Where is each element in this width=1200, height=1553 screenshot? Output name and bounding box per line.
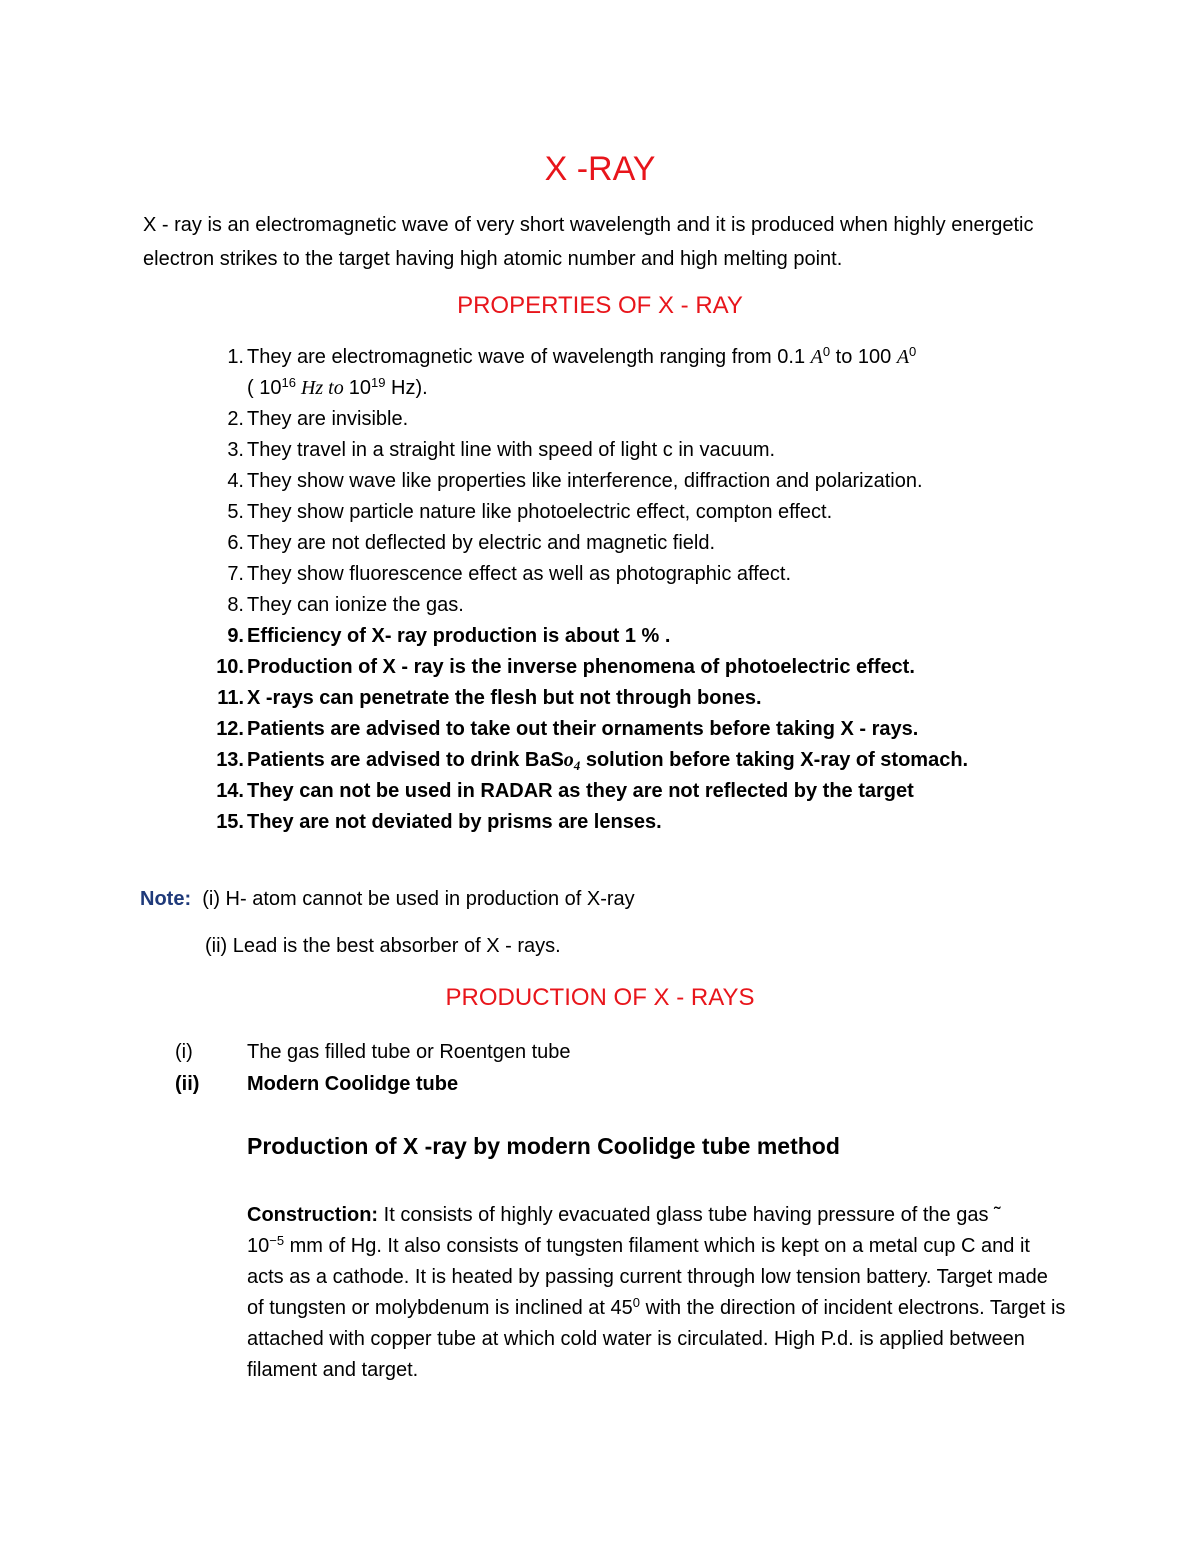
list-item (214, 776, 914, 807)
list-text: They show fluorescence effect as well as photographic affect. (247, 563, 792, 585)
list-number: 12. (216, 718, 244, 740)
construction-paragraph: Construction: It consists of highly evacuated glass tube having pressure of the gas ˜ $10^{-5}$ mm of Hg. It also consists of tungsten filament which is kept on a metal cup C and it acts as a cathode. It is heated by passing current through low tension battery. Target made of tungsten or molybdenum is inclined at $45^0$ with the direction of incident electrons. Target is attached with copper tube at which cold water is circulated. High P.d. is applied between filament and target. (247, 1204, 1066, 1381)
list-text: They are not deviated by prisms are lenses. (247, 811, 662, 833)
list-text: They can not be used in RADAR as they are not reflected by the target (247, 780, 914, 802)
list-item (214, 652, 915, 683)
list-item (214, 683, 762, 714)
list-item (214, 621, 671, 652)
list-item (214, 528, 716, 559)
note-line-2: (ii) Lead is the best absorber of X - rays. (205, 935, 561, 957)
list-item (214, 342, 917, 373)
list-number: 15. (216, 811, 244, 833)
list-number: 14. (216, 780, 244, 802)
list-item (214, 435, 776, 466)
intro-paragraph: X - ray is an electromagnetic wave of very short wavelength and it is produced when highly energetic electron strikes to the target having high atomic number and high melting point. (143, 214, 1034, 270)
list-number: (i) (175, 1041, 193, 1063)
list-text: They are not deflected by electric and magnetic field. (247, 532, 716, 554)
list-number: 8. (227, 594, 244, 616)
list-text: They are invisible. (247, 408, 409, 430)
list-text: Efficiency of X- ray production is about 1 % . (247, 625, 671, 647)
list-number: 2. (227, 408, 244, 430)
list-text: Production of X - ray is the inverse phenomena of photoelectric effect. (247, 656, 915, 678)
list-number: 6. (227, 532, 244, 554)
production-heading: PRODUCTION OF X - RAYS (445, 984, 755, 1011)
list-number: 7. (227, 563, 244, 585)
list-item-continuation: ( $10^{16}$ Hz to $10^{19}$ Hz). (247, 375, 428, 399)
list-item (214, 714, 919, 745)
page-title: X -RAY (544, 150, 656, 188)
list-item (214, 807, 662, 838)
list-text: X -rays can penetrate the flesh but not through bones. (247, 687, 762, 709)
list-text: Patients are advised to drink BaSo$_4$ solution before taking X-ray of stomach. (247, 749, 969, 773)
list-item (214, 745, 969, 776)
list-item (214, 559, 792, 590)
list-number: 10. (216, 656, 244, 678)
list-number: 5. (227, 501, 244, 523)
list-text: They show particle nature like photoelectric effect, compton effect. (247, 501, 833, 523)
note-line-1 (140, 888, 635, 911)
list-text: Modern Coolidge tube (247, 1073, 459, 1095)
coolidge-heading: Production of X -ray by modern Coolidge tube method (247, 1133, 840, 1159)
list-item (214, 590, 464, 621)
list-text: The gas filled tube or Roentgen tube (247, 1041, 571, 1063)
list-number: (ii) (175, 1073, 200, 1095)
list-number: 13. (216, 749, 244, 771)
list-number: 3. (227, 439, 244, 461)
list-text: They are electromagnetic wave of wavelength ranging from 0.1 $A^0$ to 100 $A^0$ (247, 344, 917, 368)
note-label: Note: (140, 888, 192, 910)
list-text: They can ionize the gas. (247, 594, 464, 616)
properties-list (214, 342, 969, 838)
list-number: 9. (227, 625, 244, 647)
list-text: Patients are advised to take out their ornaments before taking X - rays. (247, 718, 919, 740)
list-text: They travel in a straight line with speed of light c in vacuum. (247, 439, 776, 461)
properties-heading: PROPERTIES OF X - RAY (457, 292, 743, 319)
note-text: (i) H- atom cannot be used in production of X-ray (202, 888, 635, 910)
list-number: 4. (227, 470, 244, 492)
list-number: 1. (227, 346, 244, 368)
list-item (214, 466, 923, 497)
list-item (214, 497, 833, 528)
list-number: 11. (217, 687, 244, 709)
list-text: They show wave like properties like interference, diffraction and polarization. (247, 470, 923, 492)
list-item (214, 404, 428, 435)
construction-label: Construction: (247, 1204, 379, 1226)
